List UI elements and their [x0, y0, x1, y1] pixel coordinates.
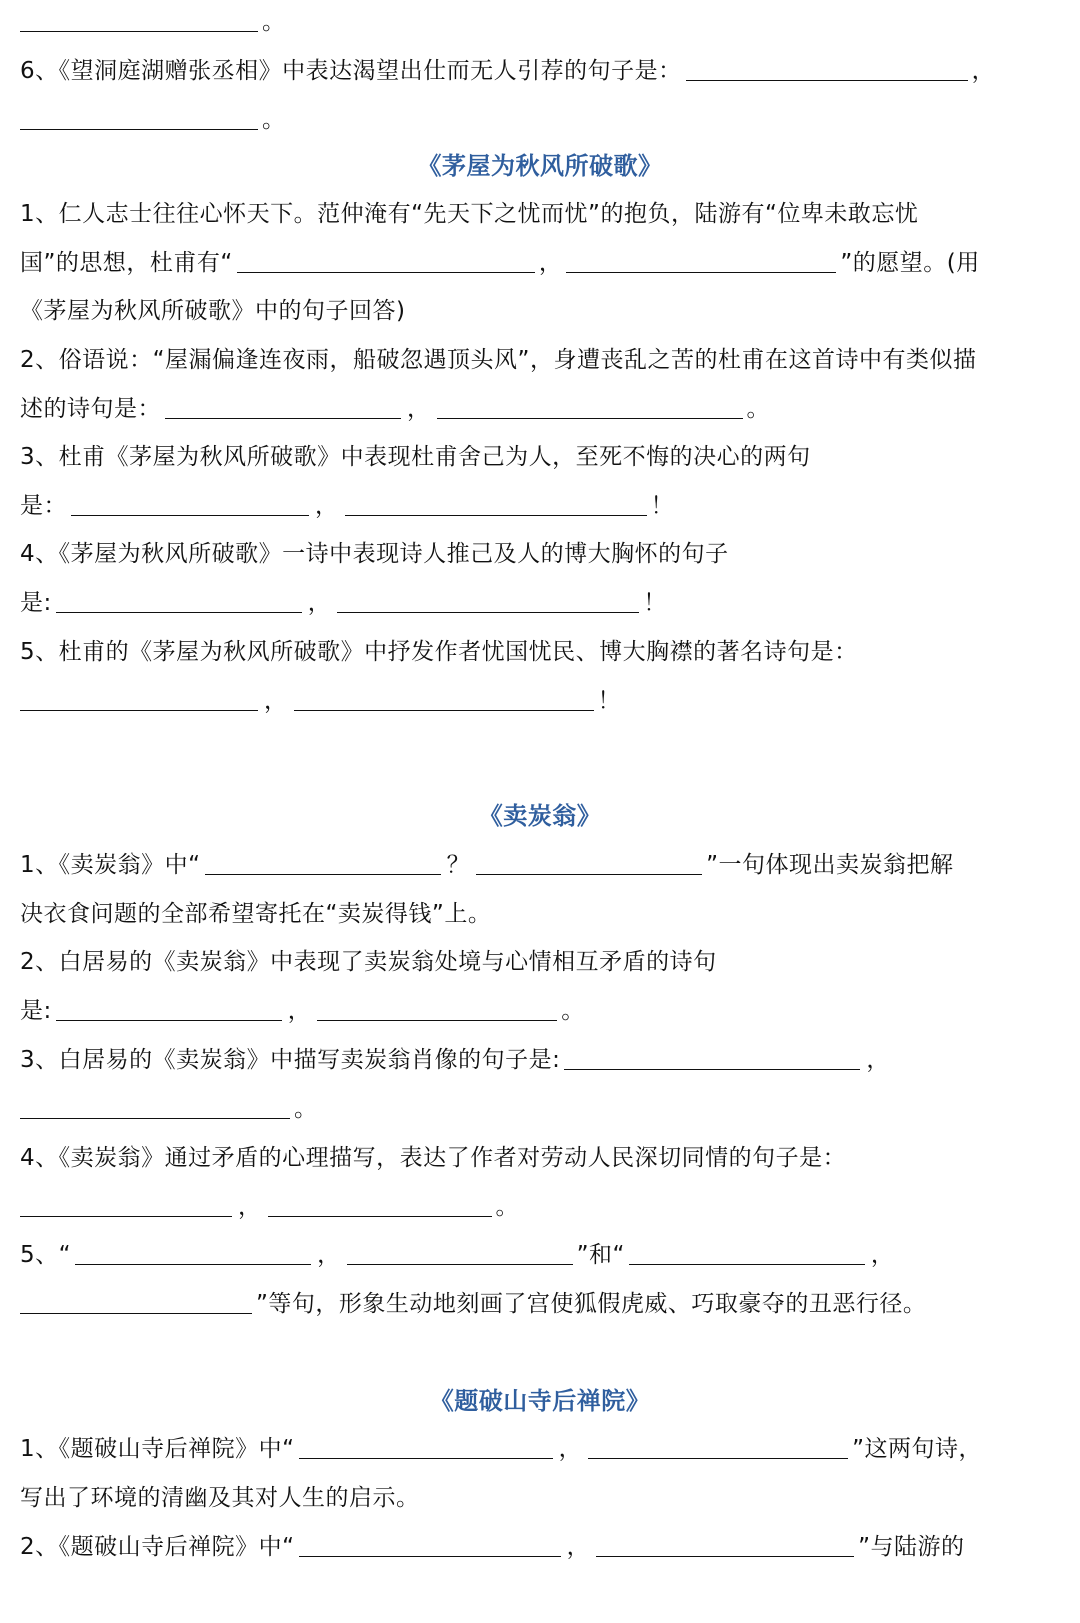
punctuation: ，: [317, 1242, 341, 1268]
question-text: 是:: [20, 998, 52, 1024]
answer-blank[interactable]: [294, 686, 594, 711]
punctuation: ，: [287, 998, 312, 1024]
answer-blank[interactable]: [299, 1532, 561, 1557]
punctuation: ，: [870, 1242, 895, 1268]
answer-blank[interactable]: [345, 491, 647, 516]
punctuation: ，: [238, 1194, 262, 1220]
s1-q3-line-1: [20, 490, 1052, 522]
s2-q5-line-1: [20, 1288, 1052, 1320]
s3-q1-line-0: [20, 1433, 1052, 1465]
answer-blank[interactable]: [237, 248, 535, 273]
s3-q1-line-1: 写出了环境的清幽及其对人生的启示。: [20, 1485, 420, 1511]
punctuation: ，: [315, 493, 339, 519]
question-text: ”的愿望。(用: [840, 250, 980, 276]
s0-q6-line-1: [20, 104, 1052, 136]
s1-q4-line-1: [20, 587, 1052, 619]
s2-q4-line-0: 4、《卖炭翁》通过矛盾的心理描写，表达了作者对劳动人民深切同情的句子是：: [20, 1145, 847, 1171]
question-text: 述的诗句是：: [20, 396, 161, 422]
s1-q1-line-0: 1、仁人志士往往心怀天下。范仲淹有“先天下之忧而忧”的抱负，陆游有“位卑未敢忘忧: [20, 201, 919, 227]
question-text: ”一句体现出卖炭翁把解: [706, 852, 954, 878]
question-text: ”等句，形象生动地刻画了宫使狐假虎威、巧取豪夺的丑恶行径。: [256, 1291, 927, 1317]
s1-q5-line-0: 5、杜甫的《茅屋为秋风所破歌》中抒发作者忧国忧民、博大胸襟的著名诗句是：: [20, 639, 858, 665]
s3-q2-line-0: [20, 1531, 1052, 1563]
answer-blank[interactable]: [588, 1434, 848, 1459]
punctuation: ？: [446, 852, 471, 878]
question-text: 1、《卖炭翁》中“: [20, 852, 201, 878]
answer-blank[interactable]: [20, 1289, 252, 1314]
punctuation: 。: [262, 107, 286, 133]
punctuation: ！: [597, 688, 621, 714]
punctuation: ，: [264, 688, 288, 714]
answer-blank[interactable]: [20, 1192, 232, 1217]
s2-q3-line-1: [20, 1093, 1052, 1125]
s1-q1-line-2: 《茅屋为秋风所破歌》中的句子回答): [20, 298, 406, 324]
punctuation: ，: [407, 396, 431, 422]
s2-q2-line-1: [20, 995, 1052, 1027]
answer-blank[interactable]: [347, 1240, 573, 1265]
s0-q6-line-0: [20, 55, 1052, 87]
question-text: ”这两句诗，: [852, 1436, 982, 1462]
answer-blank[interactable]: [56, 588, 302, 613]
answer-blank[interactable]: [56, 996, 282, 1021]
punctuation: ！: [643, 590, 667, 616]
s1-q5-line-1: [20, 685, 1052, 717]
question-text: 国”的思想，杜甫有“: [20, 250, 233, 276]
punctuation: ！: [650, 493, 674, 519]
punctuation: 。: [746, 396, 770, 422]
s1-q2-line-0: 2、俗语说：“屋漏偏逢连夜雨，船破忽遇顶头风”，身遭丧乱之苦的杜甫在这首诗中有类似描: [20, 347, 977, 373]
s2-q1-line-1: 决衣食问题的全部希望寄托在“卖炭得钱”上。: [20, 901, 492, 927]
answer-blank[interactable]: [629, 1240, 865, 1265]
s0-line-0: [20, 6, 1052, 38]
answer-blank[interactable]: [205, 850, 441, 875]
s2-q3-line-0: [20, 1044, 1052, 1076]
s2-q2-line-0: 2、白居易的《卖炭翁》中表现了卖炭翁处境与心情相互矛盾的诗句: [20, 949, 717, 975]
s1-q1-line-1: [20, 247, 1052, 279]
answer-blank[interactable]: [337, 588, 639, 613]
question-text: 2、《题破山寺后禅院》中“: [20, 1534, 295, 1560]
s1-q4-line-0: 4、《茅屋为秋风所破歌》一诗中表现诗人推己及人的博大胸怀的句子: [20, 541, 729, 567]
question-text: 3、白居易的《卖炭翁》中描写卖炭翁肖像的句子是:: [20, 1047, 561, 1073]
answer-blank[interactable]: [20, 1094, 290, 1119]
punctuation: 。: [262, 9, 286, 35]
answer-blank[interactable]: [165, 394, 401, 419]
question-text: 1、《题破山寺后禅院》中“: [20, 1436, 295, 1462]
answer-blank[interactable]: [20, 105, 258, 130]
punctuation: 。: [561, 998, 585, 1024]
question-text: ”与陆游的: [858, 1534, 965, 1560]
question-text: 是:: [20, 590, 52, 616]
answer-blank[interactable]: [20, 686, 258, 711]
punctuation: ，: [566, 1534, 591, 1560]
punctuation: ，: [971, 58, 996, 84]
answer-blank[interactable]: [686, 56, 968, 81]
answer-blank[interactable]: [596, 1532, 854, 1557]
answer-blank[interactable]: [299, 1434, 553, 1459]
section-title-maitanweng: 《卖炭翁》: [478, 802, 602, 830]
question-text: 是：: [20, 493, 67, 519]
answer-blank[interactable]: [437, 394, 743, 419]
punctuation: ，: [558, 1436, 583, 1462]
section-title-poshansi: 《题破山寺后禅院》: [429, 1387, 651, 1415]
answer-blank[interactable]: [564, 1045, 860, 1070]
s2-q4-line-1: [20, 1191, 1052, 1223]
punctuation: ，: [307, 590, 332, 616]
answer-blank[interactable]: [476, 850, 702, 875]
punctuation: ，: [538, 250, 563, 276]
answer-blank[interactable]: [75, 1240, 311, 1265]
answer-blank[interactable]: [20, 7, 258, 32]
s1-q2-line-1: [20, 393, 1052, 425]
question-text: 6、《望洞庭湖赠张丞相》中表达渴望出仕而无人引荐的句子是：: [20, 58, 682, 84]
punctuation: 。: [294, 1096, 318, 1122]
answer-blank[interactable]: [566, 248, 836, 273]
punctuation: 。: [495, 1194, 519, 1220]
section-title-maowu: 《茅屋为秋风所破歌》: [417, 152, 663, 180]
question-text: ”和“: [576, 1242, 625, 1268]
s1-q3-line-0: 3、杜甫《茅屋为秋风所破歌》中表现杜甫舍己为人，至死不悔的决心的两句: [20, 444, 811, 470]
answer-blank[interactable]: [268, 1192, 492, 1217]
answer-blank[interactable]: [317, 996, 557, 1021]
answer-blank[interactable]: [71, 491, 309, 516]
punctuation: ，: [866, 1047, 890, 1073]
question-text: 5、“: [20, 1242, 72, 1268]
s2-q5-line-0: [20, 1239, 1052, 1271]
s2-q1-line-0: [20, 849, 1052, 881]
